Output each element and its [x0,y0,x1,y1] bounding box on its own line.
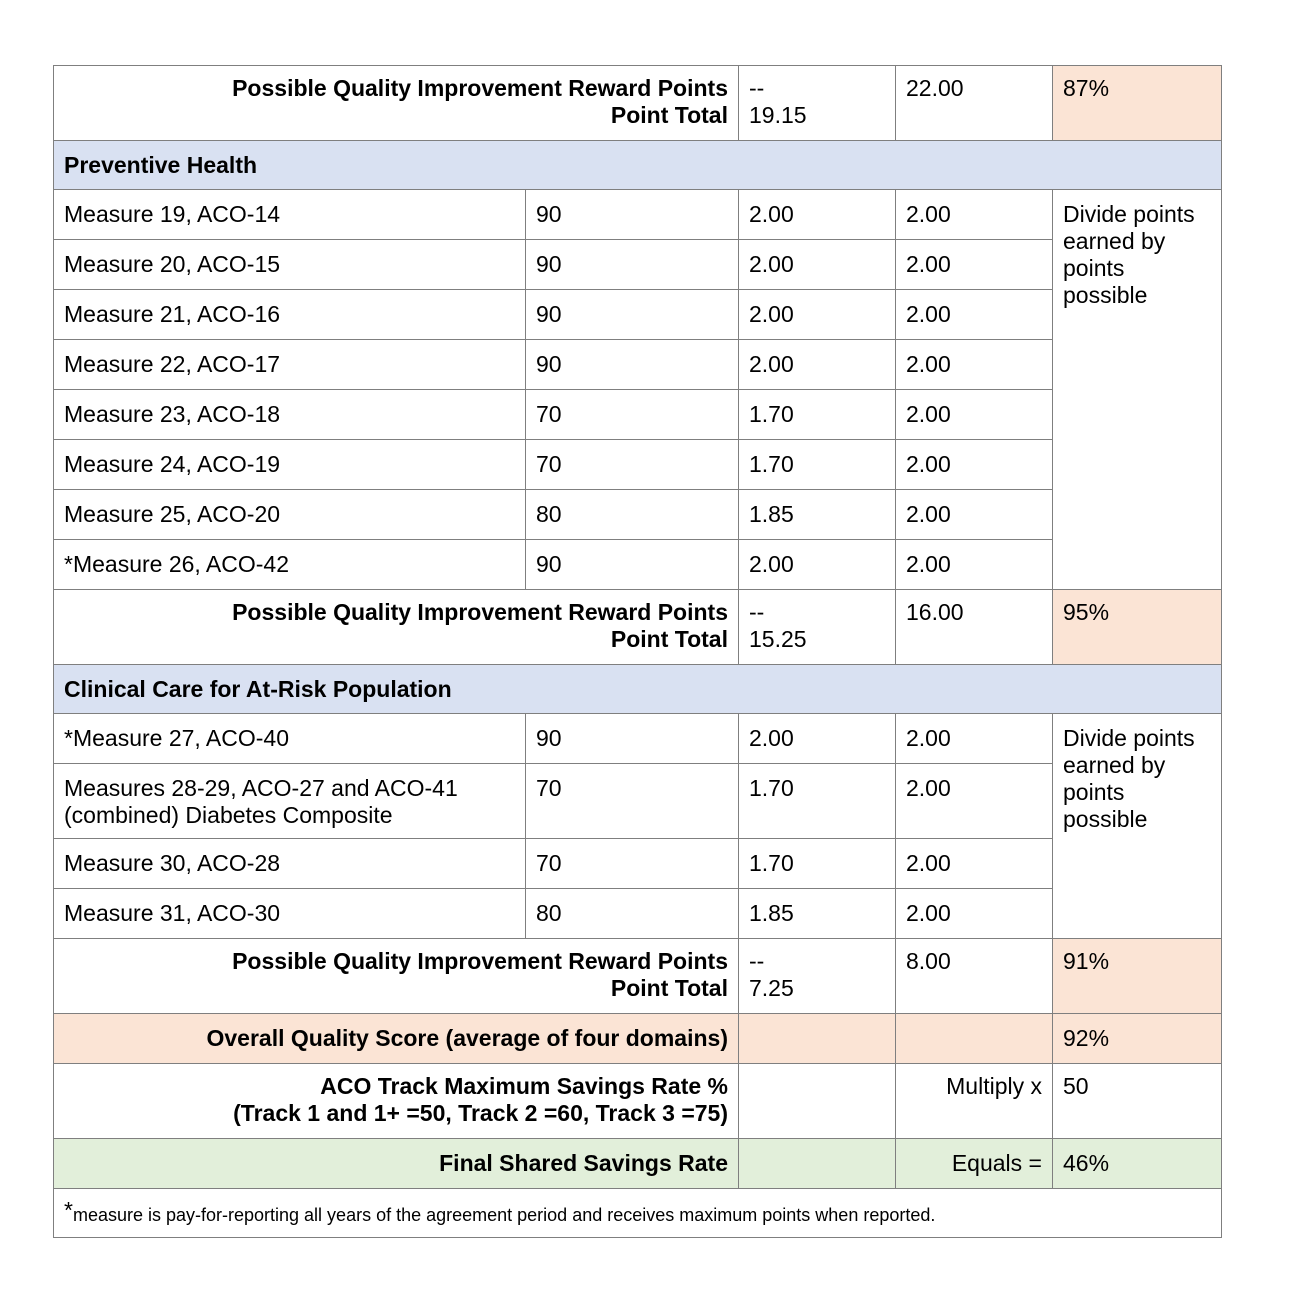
points-earned: 2.00 [739,290,896,340]
points-possible: 2.00 [896,390,1053,440]
points-possible: 2.00 [896,714,1053,764]
section-title: Clinical Care for At-Risk Population [54,665,1222,714]
points-earned: 2.00 [739,340,896,390]
points-possible: 2.00 [896,340,1053,390]
points-earned: 2.00 [739,540,896,590]
footnote-star: * [64,1197,73,1223]
performance-level: 90 [526,540,739,590]
points-earned: 2.00 [739,240,896,290]
total-label: Possible Quality Improvement Reward Points Point Total [54,939,739,1014]
empty-cell [896,1014,1053,1064]
section-title: Preventive Health [54,141,1222,190]
total-pct: 87% [1053,66,1222,141]
total-pct: 95% [1053,590,1222,665]
performance-level: 90 [526,290,739,340]
final-rate-row [54,1139,1222,1189]
total-earned: -- 19.15 [739,66,896,141]
table-row [54,540,1222,590]
track-rate-row [54,1064,1222,1139]
points-earned: 1.70 [739,764,896,839]
empty-cell [739,1139,896,1189]
measure-name: Measure 31, ACO-30 [54,889,526,939]
points-earned: 1.70 [739,839,896,889]
domain-total-row [54,939,1222,1014]
final-label: Final Shared Savings Rate [54,1139,739,1189]
total-possible: 8.00 [896,939,1053,1014]
measure-name: Measure 19, ACO-14 [54,190,526,240]
total-possible: 22.00 [896,66,1053,141]
performance-level: 70 [526,764,739,839]
measure-name: *Measure 26, ACO-42 [54,540,526,590]
footnote-text: measure is pay-for-reporting all years of the agreement period and receives maximum points when reported. [72,1205,936,1225]
final-pct: 46% [1053,1139,1222,1189]
performance-level: 80 [526,889,739,939]
measure-name: Measures 28-29, ACO-27 and ACO-41 (combined) Diabetes Composite [54,764,526,839]
multiply-label: Multiply x [896,1064,1053,1139]
points-possible: 2.00 [896,889,1053,939]
empty-cell [739,1014,896,1064]
points-possible: 2.00 [896,490,1053,540]
performance-level: 70 [526,839,739,889]
total-label: Possible Quality Improvement Reward Points Point Total [54,66,739,141]
points-possible: 2.00 [896,240,1053,290]
table-row [54,240,1222,290]
performance-level: 90 [526,714,739,764]
equals-label: Equals = [896,1139,1053,1189]
table-row [54,290,1222,340]
performance-level: 90 [526,240,739,290]
performance-level: 90 [526,340,739,390]
points-earned: 2.00 [739,190,896,240]
points-possible: 2.00 [896,764,1053,839]
measure-name: Measure 22, ACO-17 [54,340,526,390]
footnote-row [54,1189,1222,1238]
footnote [54,1189,1222,1238]
performance-level: 70 [526,440,739,490]
measure-name: Measure 30, ACO-28 [54,839,526,889]
total-label: Possible Quality Improvement Reward Points Point Total [54,590,739,665]
points-possible: 2.00 [896,440,1053,490]
measure-name: *Measure 27, ACO-40 [54,714,526,764]
measure-name: Measure 24, ACO-19 [54,440,526,490]
total-earned: -- 7.25 [739,939,896,1014]
overall-score-row [54,1014,1222,1064]
points-earned: 1.70 [739,440,896,490]
table-row [54,340,1222,390]
performance-level: 90 [526,190,739,240]
table-row [54,764,1222,839]
track-label: ACO Track Maximum Savings Rate % (Track 1 and 1+ =50, Track 2 =60, Track 3 =75) [54,1064,739,1139]
points-possible: 2.00 [896,540,1053,590]
section-header [54,665,1222,714]
table-row [54,839,1222,889]
divide-note: Divide points earned by points possible [1053,190,1222,590]
table-row [54,440,1222,490]
quality-score-table [53,65,1222,1238]
measure-name: Measure 21, ACO-16 [54,290,526,340]
measure-name: Measure 23, ACO-18 [54,390,526,440]
performance-level: 70 [526,390,739,440]
total-possible: 16.00 [896,590,1053,665]
table-row [54,390,1222,440]
section-header [54,141,1222,190]
table-row [54,889,1222,939]
table-row [54,190,1222,240]
empty-cell [739,1064,896,1139]
points-possible: 2.00 [896,290,1053,340]
points-earned: 1.85 [739,490,896,540]
points-possible: 2.00 [896,190,1053,240]
total-earned: -- 15.25 [739,590,896,665]
overall-pct: 92% [1053,1014,1222,1064]
points-earned: 1.85 [739,889,896,939]
points-earned: 1.70 [739,390,896,440]
domain-total-row [54,66,1222,141]
points-possible: 2.00 [896,839,1053,889]
total-pct: 91% [1053,939,1222,1014]
measure-name: Measure 20, ACO-15 [54,240,526,290]
track-value: 50 [1053,1064,1222,1139]
table-row [54,490,1222,540]
overall-label: Overall Quality Score (average of four domains) [54,1014,739,1064]
points-earned: 2.00 [739,714,896,764]
domain-total-row [54,590,1222,665]
performance-level: 80 [526,490,739,540]
measure-name: Measure 25, ACO-20 [54,490,526,540]
table-row [54,714,1222,764]
divide-note: Divide points earned by points possible [1053,714,1222,939]
